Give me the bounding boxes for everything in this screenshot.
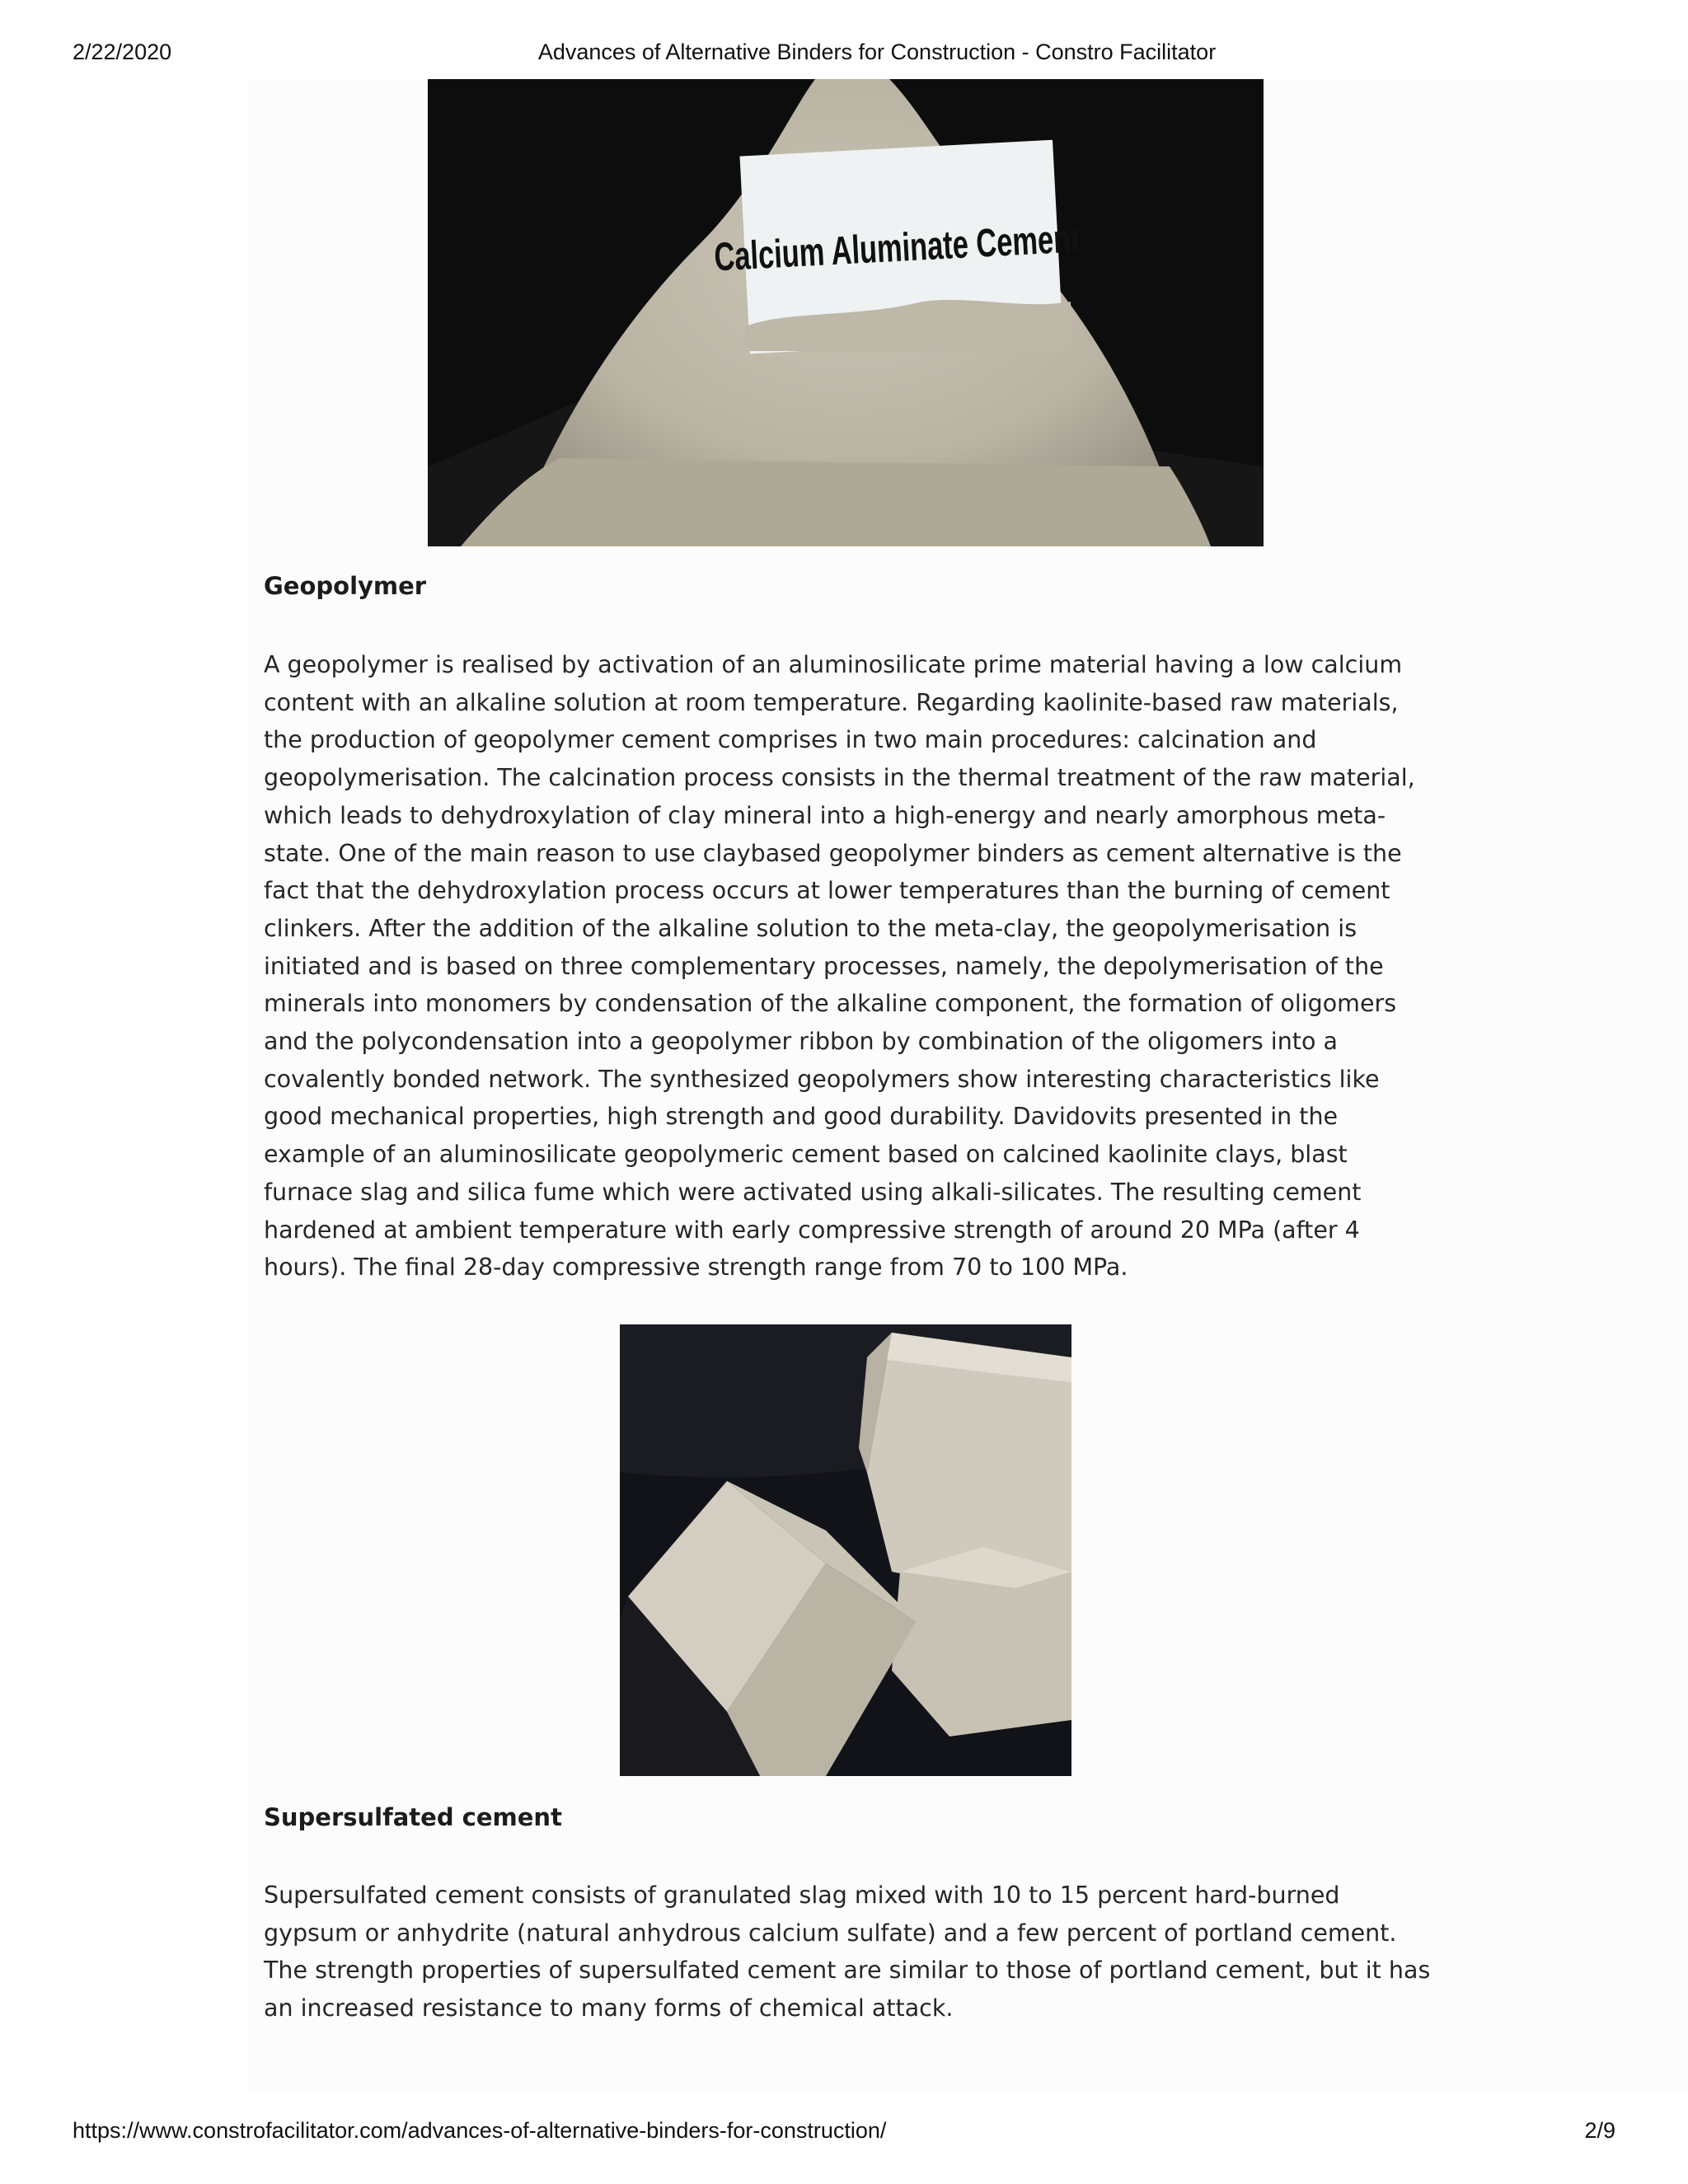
calcium-aluminate-cement-photo bbox=[428, 79, 1264, 546]
section-body-geopolymer: A geopolymer is realised by activation of an aluminosilicate prime material having a low calcium content with an alkaline solution at room temperature. Regarding kaolinite-based raw materials, the production of geopolymer cement comprises in two main procedures: calcination and geopolymerisation. The calcination process consists in the thermal treatment of the raw material, which leads to dehydroxylation of clay mineral into a high-energy and nearly amorphous meta-state. One of the main reason to use claybased geopolymer binders as cement alternative is the fact that the dehydroxylation process occurs at lower temperatures than the burning of cement clinkers. After the addition of the alkaline solution to the meta-clay, the geopolymerisation is initiated and is based on three complementary processes, namely, the depolymerisation of the minerals into monomers by condensation of the alkaline component, the formation of oligomers and the polycondensation into a geopolymer ribbon by combination of the oligomers into a covalently bonded network. The synthesized geopolymers show interesting characteristics like good mechanical properties, high strength and good durability. Davidovits presented in the example of an aluminosilicate geopolymeric cement based on calcined kaolinite clays, blast furnace slag and silica fume which were activated using alkali-silicates. The resulting cement hardened at ambient temperature with early compressive strength of around 20 MPa (after 4 hours). The final 28-day compressive strength range from 70 to 100 MPa. bbox=[264, 651, 1415, 1282]
geopolymer-cubes-photo bbox=[620, 1324, 1071, 1776]
page-url: https://www.constrofacilitator.com/advances-of-alternative-binders-for-construction/ bbox=[73, 2118, 887, 2143]
page-title: Advances of Alternative Binders for Construction - Constro Facilitator bbox=[537, 40, 1217, 64]
cement-photo-label: Calcium Aluminate Cement bbox=[713, 215, 1081, 279]
page-number: 2/9 bbox=[1584, 2118, 1615, 2143]
section-heading-geopolymer: Geopolymer bbox=[264, 572, 427, 600]
section-heading-supersulfated-cement: Supersulfated cement bbox=[264, 1803, 562, 1831]
print-date: 2/22/2020 bbox=[73, 40, 172, 64]
section-body-supersulfated-cement: Supersulfated cement consists of granulated slag mixed with 10 to 15 percent hard-burned gypsum or anhydrite (natural anhydrous calcium sulfate) and a few percent of portland cement. The strength properties of supersulfated cement are similar to those of portland cement, but it has an increased resistance to many forms of chemical attack. bbox=[264, 1882, 1431, 2022]
